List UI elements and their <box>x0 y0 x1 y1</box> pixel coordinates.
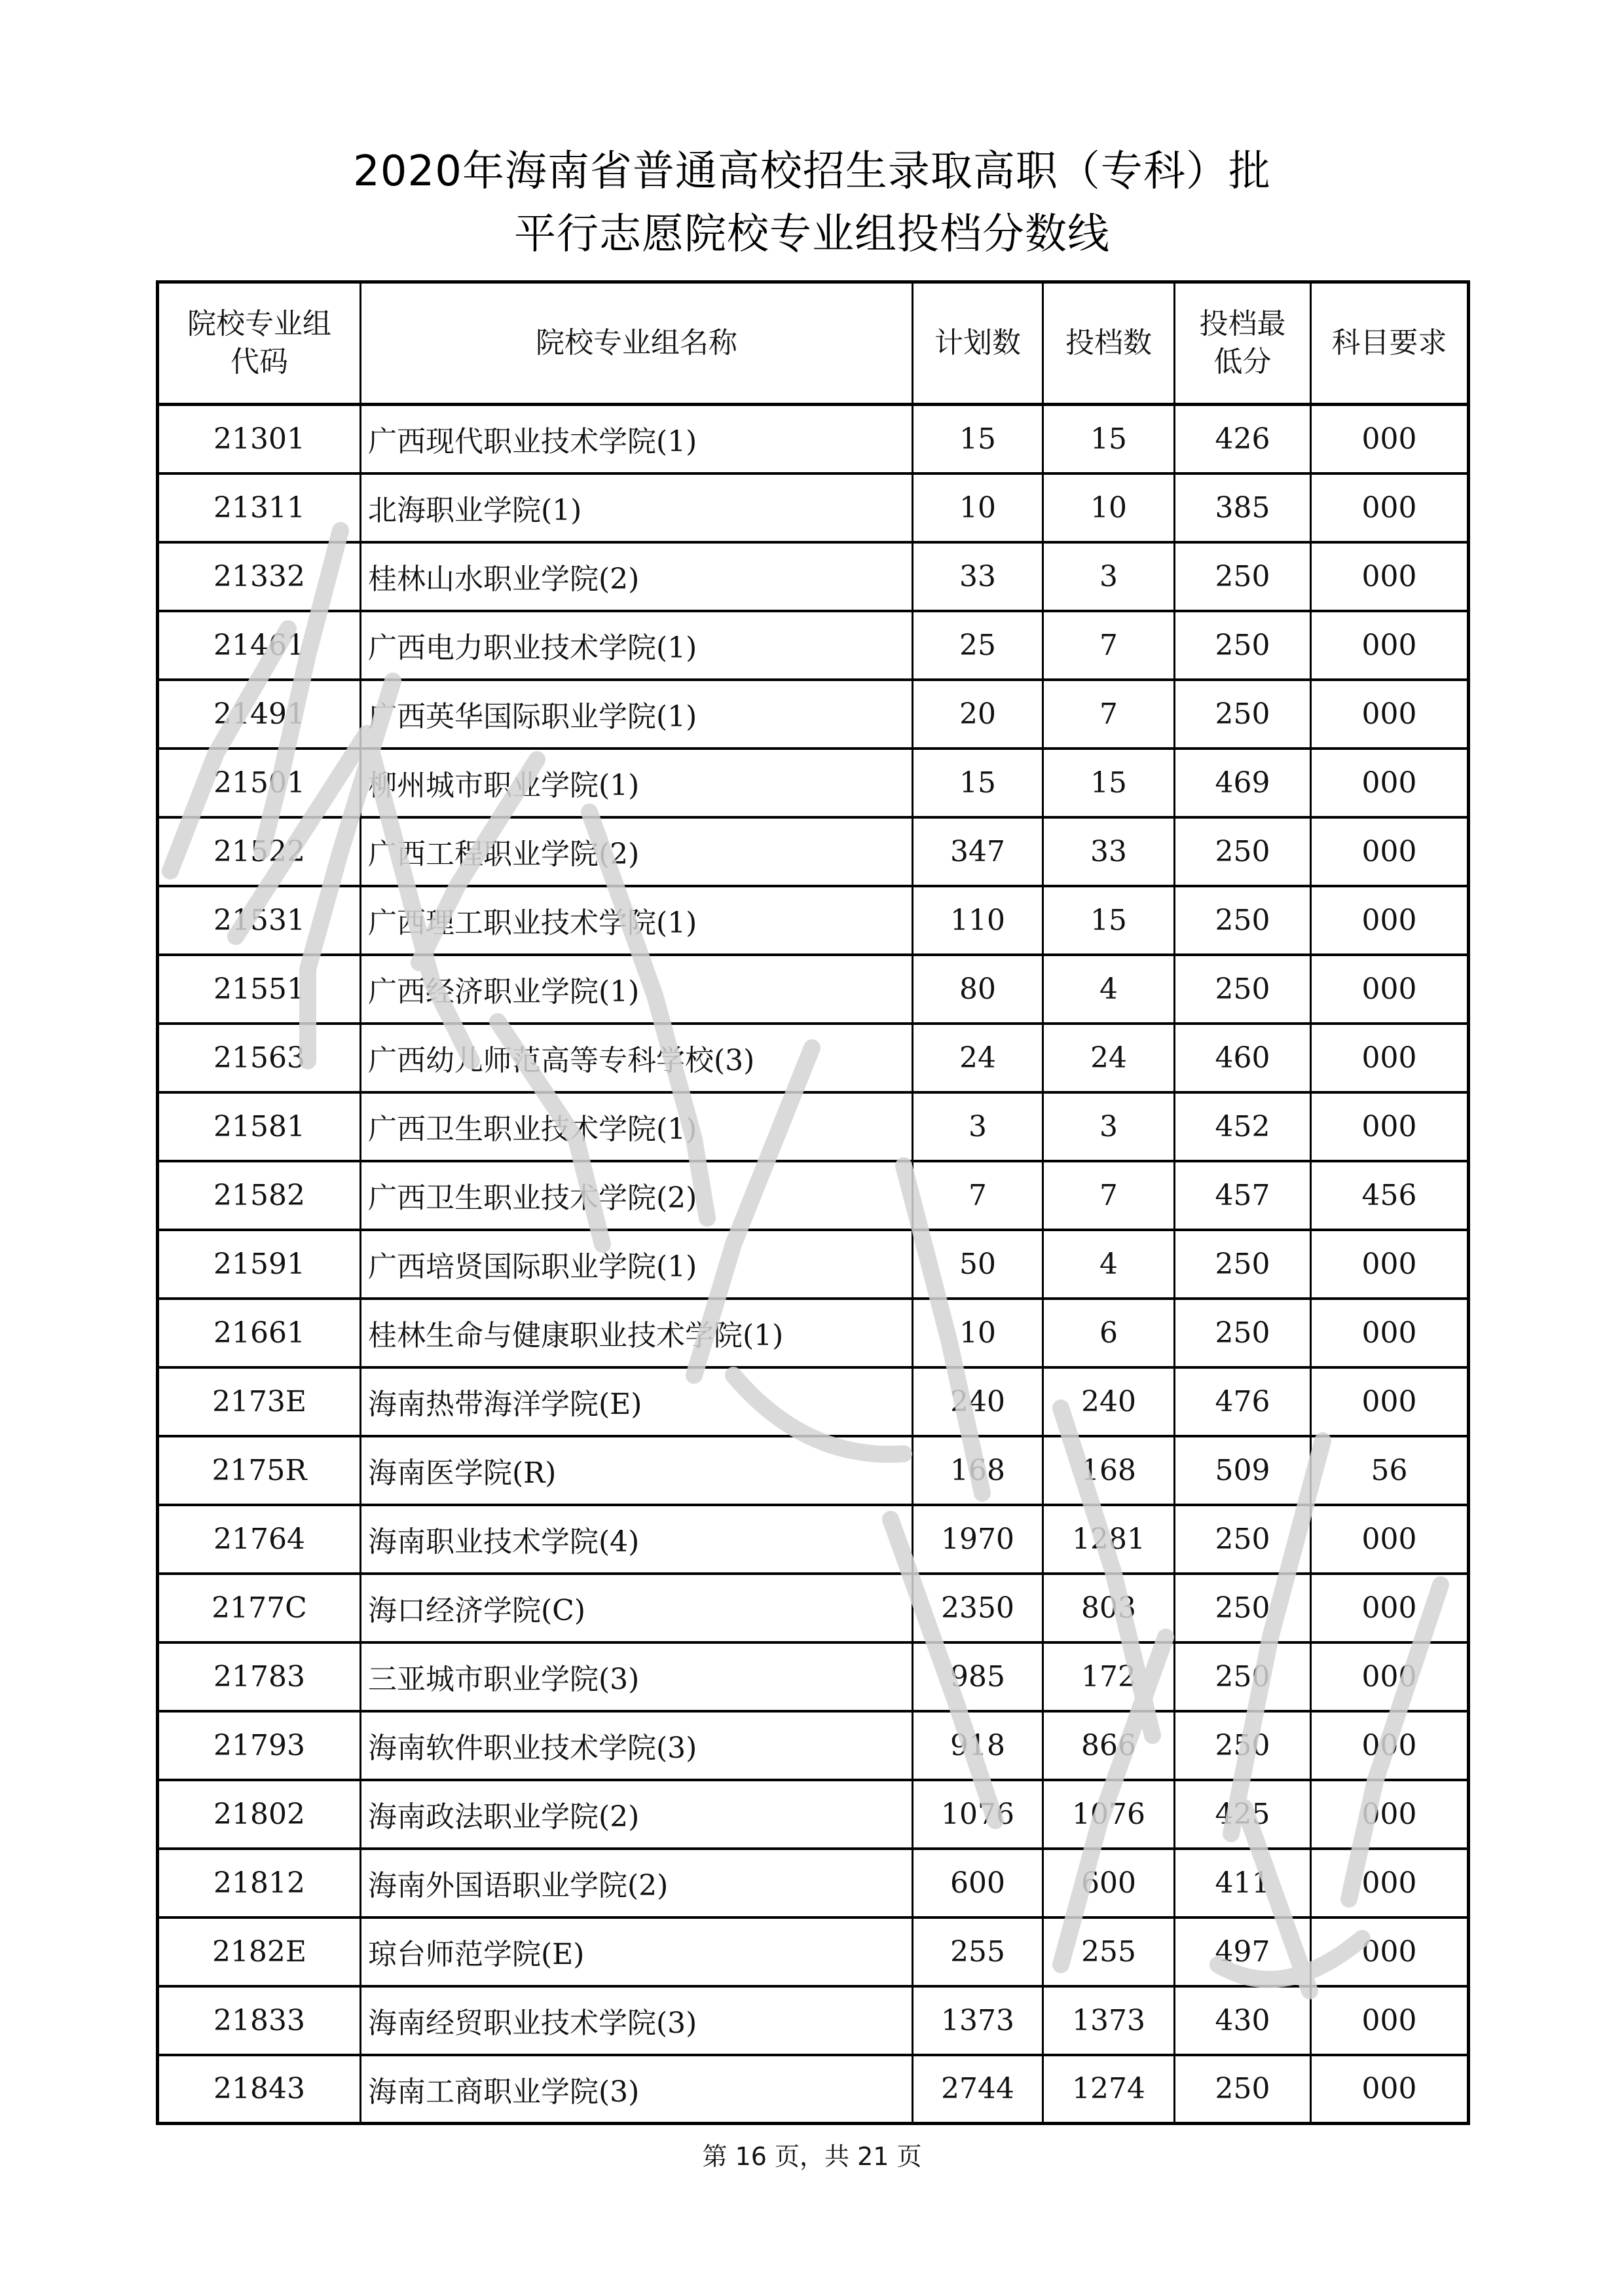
cell-name: 广西理工职业技术学院(1) <box>361 886 913 955</box>
cell-min-score: 452 <box>1175 1092 1311 1161</box>
header-code <box>158 282 361 405</box>
cell-subjects: 000 <box>1311 886 1469 955</box>
cell-code: 21581 <box>158 1092 361 1161</box>
cell-code: 21301 <box>158 405 361 473</box>
table-row <box>158 955 1469 1024</box>
cell-plan: 7 <box>913 1161 1043 1230</box>
cell-subjects: 456 <box>1311 1161 1469 1230</box>
cell-subjects: 000 <box>1311 611 1469 680</box>
cell-code: 21591 <box>158 1230 361 1299</box>
cell-min-score: 469 <box>1175 749 1311 817</box>
cell-code: 21793 <box>158 1711 361 1780</box>
cell-code: 21531 <box>158 886 361 955</box>
cell-code: 21764 <box>158 1505 361 1574</box>
cell-min-score: 250 <box>1175 1642 1311 1711</box>
cell-subjects: 000 <box>1311 1367 1469 1436</box>
cell-name: 琼台师范学院(E) <box>361 1917 913 1986</box>
cell-name: 广西电力职业技术学院(1) <box>361 611 913 680</box>
cell-name: 桂林生命与健康职业技术学院(1) <box>361 1299 913 1367</box>
table-row <box>158 1849 1469 1917</box>
cell-admitted: 7 <box>1043 1161 1175 1230</box>
cell-subjects: 000 <box>1311 1986 1469 2055</box>
cell-min-score: 497 <box>1175 1917 1311 1986</box>
cell-subjects: 56 <box>1311 1436 1469 1505</box>
table-row <box>158 1436 1469 1505</box>
cell-subjects: 000 <box>1311 955 1469 1024</box>
cell-admitted: 1281 <box>1043 1505 1175 1574</box>
score-table <box>156 280 1470 2125</box>
table-row <box>158 749 1469 817</box>
cell-min-score: 250 <box>1175 817 1311 886</box>
cell-name: 海南软件职业技术学院(3) <box>361 1711 913 1780</box>
cell-subjects: 000 <box>1311 680 1469 749</box>
table-row <box>158 1367 1469 1436</box>
cell-admitted: 172 <box>1043 1642 1175 1711</box>
cell-name: 海南热带海洋学院(E) <box>361 1367 913 1436</box>
table-row <box>158 1092 1469 1161</box>
cell-name: 海南政法职业学院(2) <box>361 1780 913 1849</box>
cell-code: 21843 <box>158 2055 361 2124</box>
cell-plan: 2744 <box>913 2055 1043 2124</box>
table-row <box>158 1642 1469 1711</box>
cell-subjects: 000 <box>1311 2055 1469 2124</box>
cell-min-score: 457 <box>1175 1161 1311 1230</box>
cell-plan: 347 <box>913 817 1043 886</box>
table-row <box>158 1711 1469 1780</box>
cell-plan: 2350 <box>913 1574 1043 1642</box>
table-row <box>158 817 1469 886</box>
cell-subjects: 000 <box>1311 1230 1469 1299</box>
cell-name: 海南工商职业学院(3) <box>361 2055 913 2124</box>
cell-plan: 255 <box>913 1917 1043 1986</box>
table-body <box>158 405 1469 2124</box>
table-row <box>158 542 1469 611</box>
table-row <box>158 1024 1469 1092</box>
cell-subjects: 000 <box>1311 1574 1469 1642</box>
cell-code: 21661 <box>158 1299 361 1367</box>
header-name: 院校专业组名称 <box>361 282 913 405</box>
cell-min-score: 250 <box>1175 1299 1311 1367</box>
cell-code: 21461 <box>158 611 361 680</box>
cell-name: 广西卫生职业技术学院(2) <box>361 1161 913 1230</box>
table-row <box>158 886 1469 955</box>
cell-admitted: 600 <box>1043 1849 1175 1917</box>
cell-code: 21311 <box>158 473 361 542</box>
cell-name: 海南医学院(R) <box>361 1436 913 1505</box>
cell-min-score: 250 <box>1175 611 1311 680</box>
cell-admitted: 24 <box>1043 1024 1175 1092</box>
cell-plan: 110 <box>913 886 1043 955</box>
table-header-row <box>158 282 1469 405</box>
cell-code: 21812 <box>158 1849 361 1917</box>
cell-admitted: 1274 <box>1043 2055 1175 2124</box>
cell-min-score: 250 <box>1175 1505 1311 1574</box>
cell-plan: 20 <box>913 680 1043 749</box>
cell-min-score: 250 <box>1175 542 1311 611</box>
table-row <box>158 680 1469 749</box>
cell-code: 21582 <box>158 1161 361 1230</box>
cell-admitted: 1076 <box>1043 1780 1175 1849</box>
cell-subjects: 000 <box>1311 1780 1469 1849</box>
cell-subjects: 000 <box>1311 1505 1469 1574</box>
table-row <box>158 1574 1469 1642</box>
cell-plan: 240 <box>913 1367 1043 1436</box>
cell-admitted: 6 <box>1043 1299 1175 1367</box>
cell-min-score: 425 <box>1175 1780 1311 1849</box>
cell-name: 海南外国语职业学院(2) <box>361 1849 913 1917</box>
cell-subjects: 000 <box>1311 817 1469 886</box>
cell-min-score: 250 <box>1175 2055 1311 2124</box>
cell-plan: 600 <box>913 1849 1043 1917</box>
cell-code: 21833 <box>158 1986 361 2055</box>
table-row <box>158 1505 1469 1574</box>
cell-subjects: 000 <box>1311 1711 1469 1780</box>
cell-name: 广西培贤国际职业学院(1) <box>361 1230 913 1299</box>
cell-plan: 50 <box>913 1230 1043 1299</box>
header-min-score-label: 投档最低分 <box>1199 307 1286 379</box>
cell-name: 海南经贸职业技术学院(3) <box>361 1986 913 2055</box>
cell-code: 21551 <box>158 955 361 1024</box>
cell-code: 21332 <box>158 542 361 611</box>
cell-admitted: 4 <box>1043 1230 1175 1299</box>
cell-min-score: 430 <box>1175 1986 1311 2055</box>
cell-admitted: 4 <box>1043 955 1175 1024</box>
cell-plan: 80 <box>913 955 1043 1024</box>
cell-min-score: 411 <box>1175 1849 1311 1917</box>
cell-admitted: 7 <box>1043 680 1175 749</box>
cell-subjects: 000 <box>1311 473 1469 542</box>
cell-code: 2175R <box>158 1436 361 1505</box>
header-admitted: 投档数 <box>1043 282 1175 405</box>
cell-admitted: 7 <box>1043 611 1175 680</box>
cell-subjects: 000 <box>1311 542 1469 611</box>
cell-plan: 1373 <box>913 1986 1043 2055</box>
cell-subjects: 000 <box>1311 1917 1469 1986</box>
cell-admitted: 803 <box>1043 1574 1175 1642</box>
cell-subjects: 000 <box>1311 1642 1469 1711</box>
cell-min-score: 509 <box>1175 1436 1311 1505</box>
cell-min-score: 250 <box>1175 680 1311 749</box>
cell-min-score: 426 <box>1175 405 1311 473</box>
cell-admitted: 3 <box>1043 1092 1175 1161</box>
cell-name: 柳州城市职业学院(1) <box>361 749 913 817</box>
cell-admitted: 3 <box>1043 542 1175 611</box>
table-row <box>158 473 1469 542</box>
cell-code: 21491 <box>158 680 361 749</box>
cell-min-score: 250 <box>1175 955 1311 1024</box>
cell-min-score: 460 <box>1175 1024 1311 1092</box>
cell-plan: 3 <box>913 1092 1043 1161</box>
cell-name: 广西现代职业技术学院(1) <box>361 405 913 473</box>
cell-min-score: 385 <box>1175 473 1311 542</box>
page-footer: 第 16 页，共 21 页 <box>702 2142 922 2171</box>
cell-min-score: 250 <box>1175 1230 1311 1299</box>
table-row <box>158 1161 1469 1230</box>
table-row <box>158 1780 1469 1849</box>
cell-plan: 918 <box>913 1711 1043 1780</box>
cell-code: 21501 <box>158 749 361 817</box>
table-row <box>158 1917 1469 1986</box>
cell-subjects: 000 <box>1311 749 1469 817</box>
cell-admitted: 33 <box>1043 817 1175 886</box>
cell-plan: 33 <box>913 542 1043 611</box>
cell-name: 广西卫生职业技术学院(1) <box>361 1092 913 1161</box>
cell-name: 广西工程职业学院(2) <box>361 817 913 886</box>
table-row <box>158 1230 1469 1299</box>
cell-plan: 15 <box>913 749 1043 817</box>
cell-code: 21783 <box>158 1642 361 1711</box>
cell-plan: 10 <box>913 473 1043 542</box>
cell-admitted: 15 <box>1043 405 1175 473</box>
table-row <box>158 1299 1469 1367</box>
cell-name: 广西英华国际职业学院(1) <box>361 680 913 749</box>
cell-min-score: 250 <box>1175 886 1311 955</box>
header-min-score <box>1175 282 1311 405</box>
table-row <box>158 2055 1469 2124</box>
cell-subjects: 000 <box>1311 1024 1469 1092</box>
cell-plan: 25 <box>913 611 1043 680</box>
document-title-line-2: 平行志愿院校专业组投档分数线 <box>514 210 1110 259</box>
cell-name: 桂林山水职业学院(2) <box>361 542 913 611</box>
cell-name: 广西经济职业学院(1) <box>361 955 913 1024</box>
cell-code: 2173E <box>158 1367 361 1436</box>
cell-code: 2177C <box>158 1574 361 1642</box>
cell-code: 21522 <box>158 817 361 886</box>
cell-admitted: 240 <box>1043 1367 1175 1436</box>
table-row <box>158 1986 1469 2055</box>
cell-subjects: 000 <box>1311 405 1469 473</box>
header-plan: 计划数 <box>913 282 1043 405</box>
header-code-label: 院校专业组代码 <box>187 307 331 379</box>
cell-name: 海南职业技术学院(4) <box>361 1505 913 1574</box>
cell-min-score: 250 <box>1175 1574 1311 1642</box>
cell-plan: 1076 <box>913 1780 1043 1849</box>
cell-admitted: 168 <box>1043 1436 1175 1505</box>
cell-name: 广西幼儿师范高等专科学校(3) <box>361 1024 913 1092</box>
cell-min-score: 250 <box>1175 1711 1311 1780</box>
cell-subjects: 000 <box>1311 1092 1469 1161</box>
cell-name: 三亚城市职业学院(3) <box>361 1642 913 1711</box>
cell-subjects: 000 <box>1311 1849 1469 1917</box>
cell-plan: 15 <box>913 405 1043 473</box>
cell-admitted: 1373 <box>1043 1986 1175 2055</box>
cell-plan: 168 <box>913 1436 1043 1505</box>
cell-plan: 985 <box>913 1642 1043 1711</box>
cell-subjects: 000 <box>1311 1299 1469 1367</box>
cell-min-score: 476 <box>1175 1367 1311 1436</box>
table-row <box>158 611 1469 680</box>
cell-code: 21563 <box>158 1024 361 1092</box>
cell-plan: 10 <box>913 1299 1043 1367</box>
cell-admitted: 15 <box>1043 886 1175 955</box>
cell-plan: 1970 <box>913 1505 1043 1574</box>
document-title-line-1: 2020年海南省普通高校招生录取高职（专科）批 <box>353 147 1271 196</box>
cell-admitted: 10 <box>1043 473 1175 542</box>
cell-plan: 24 <box>913 1024 1043 1092</box>
header-subjects: 科目要求 <box>1311 282 1469 405</box>
cell-admitted: 15 <box>1043 749 1175 817</box>
table-row <box>158 405 1469 473</box>
cell-name: 北海职业学院(1) <box>361 473 913 542</box>
cell-code: 2182E <box>158 1917 361 1986</box>
cell-admitted: 255 <box>1043 1917 1175 1986</box>
cell-admitted: 866 <box>1043 1711 1175 1780</box>
cell-code: 21802 <box>158 1780 361 1849</box>
cell-name: 海口经济学院(C) <box>361 1574 913 1642</box>
